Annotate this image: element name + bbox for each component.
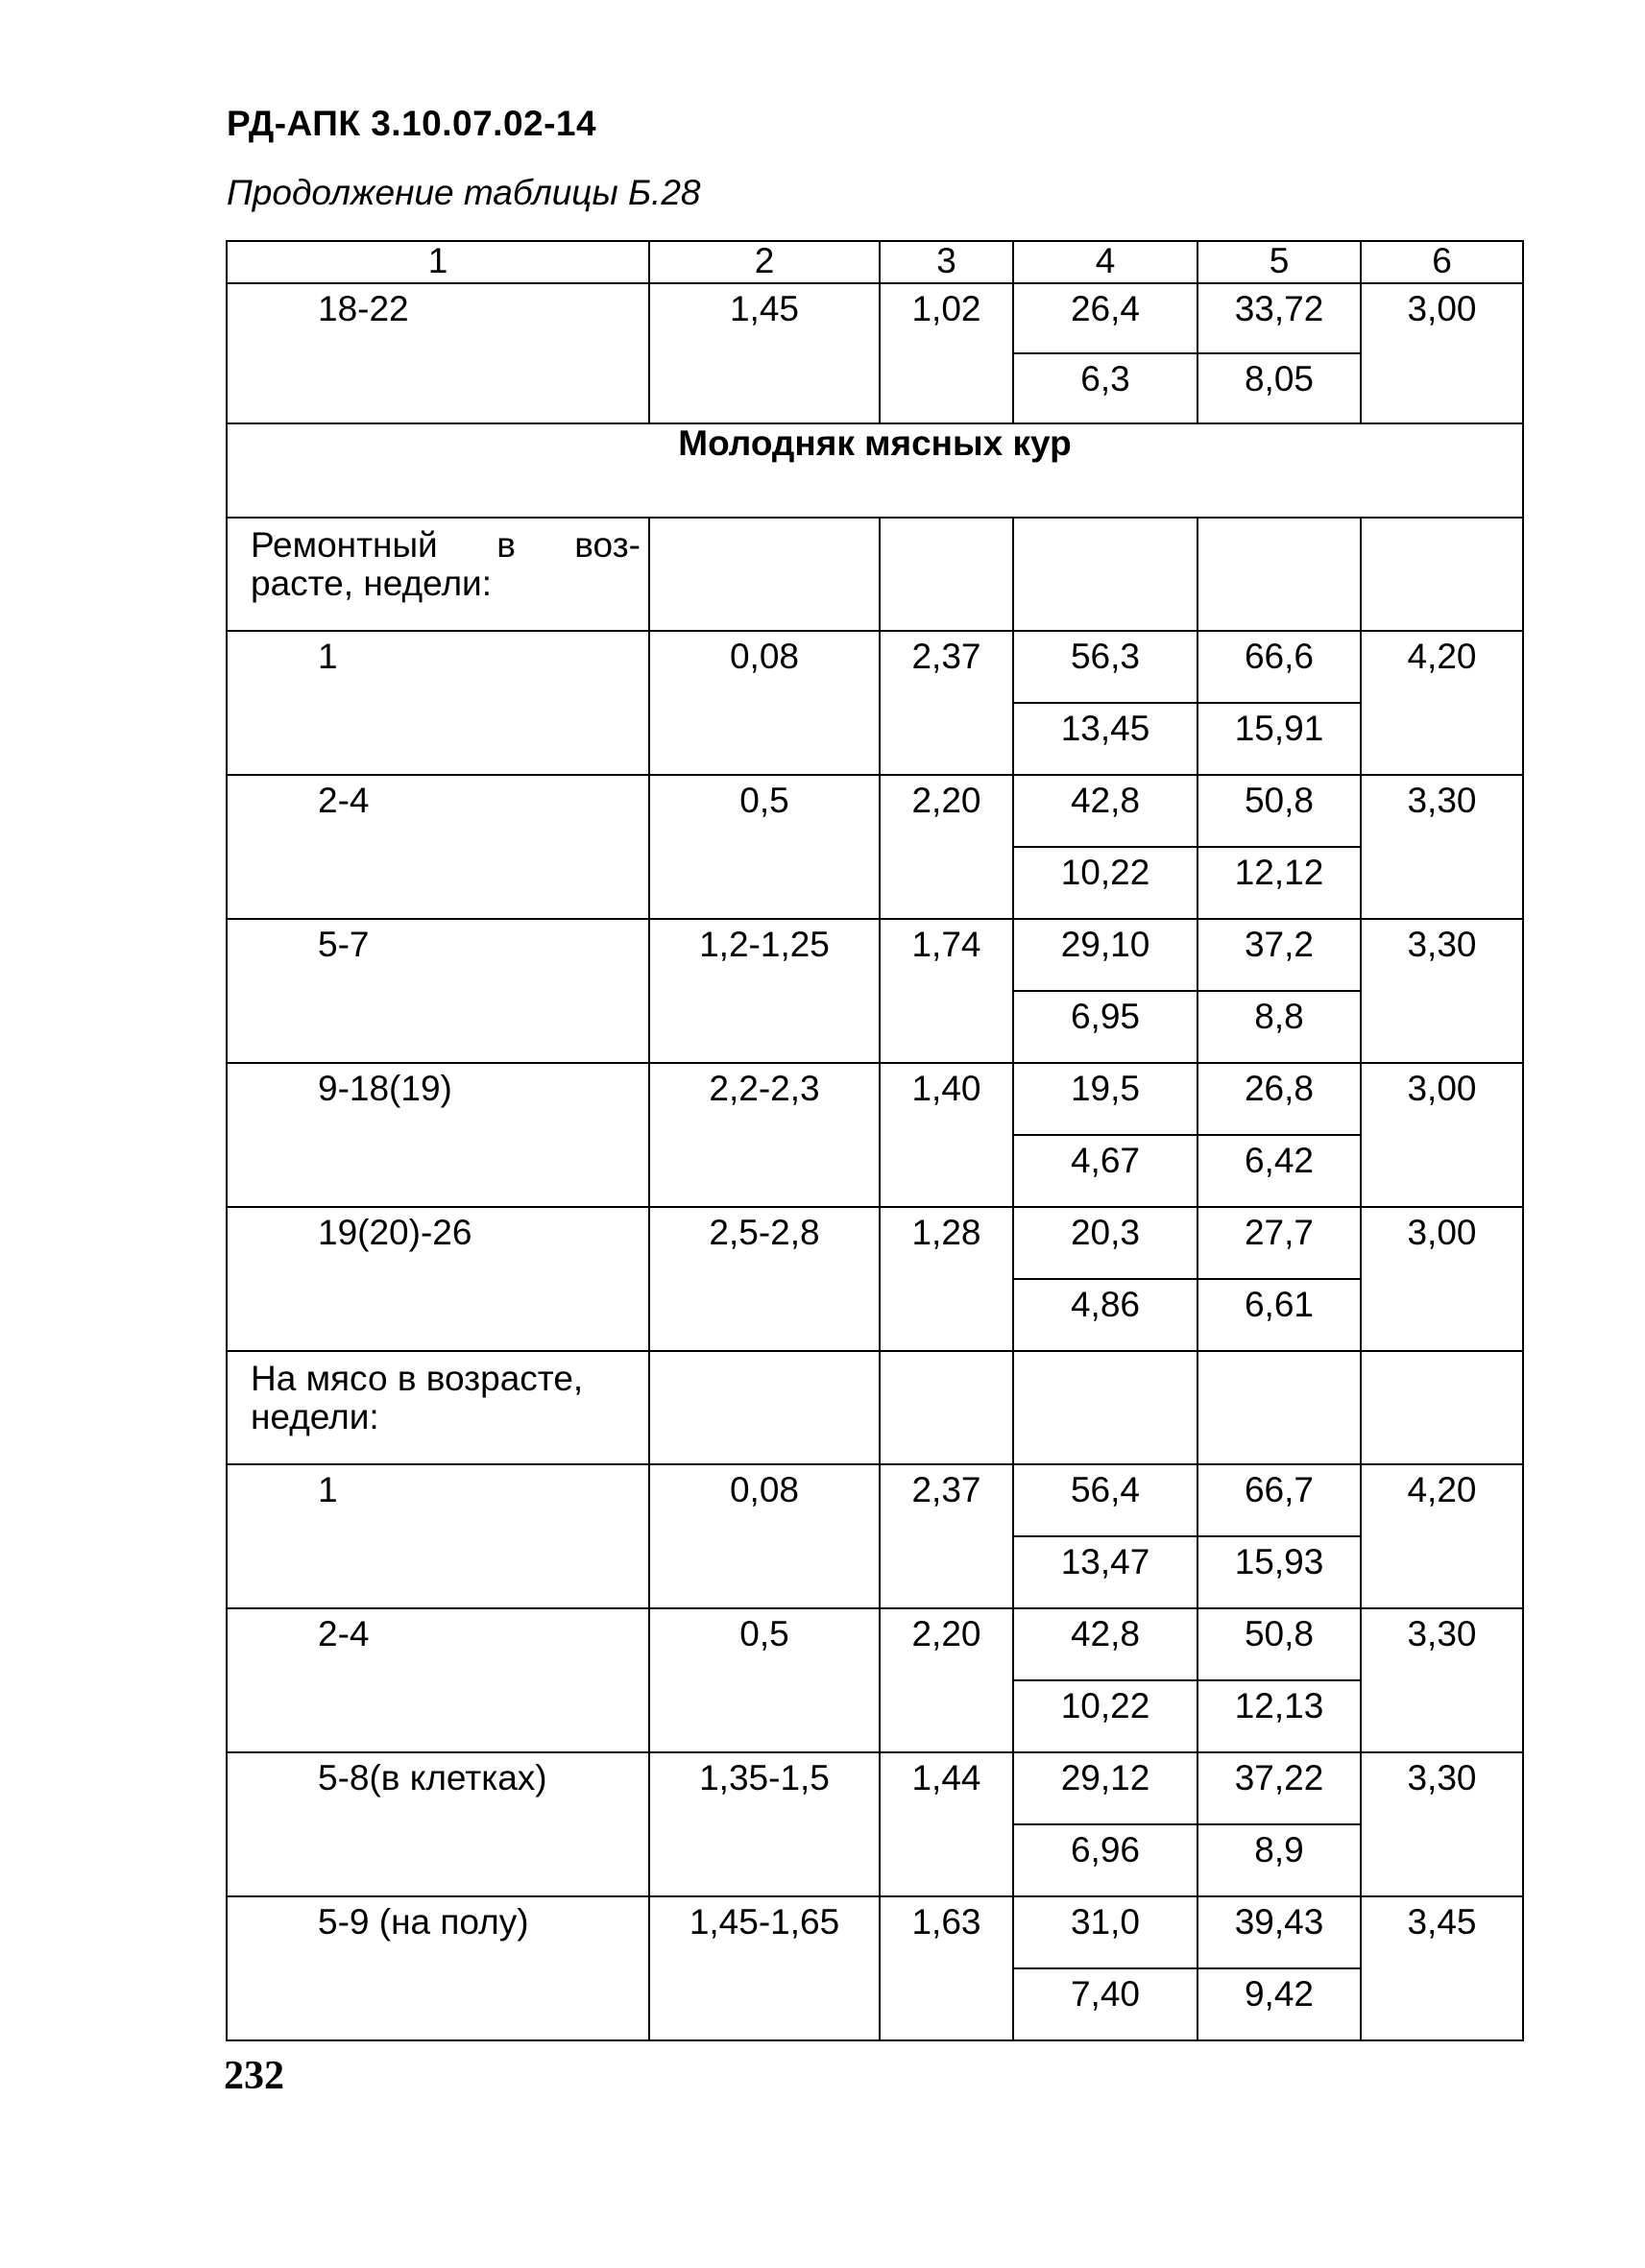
age-cell: 5-9 (на полу)	[227, 1896, 649, 2040]
age-cell: 19(20)-26	[227, 1207, 649, 1351]
value-cell-col4-bottom: 10,22	[1013, 847, 1197, 919]
age-cell: 5-8(в клетках)	[227, 1752, 649, 1896]
value-cell-col6: 3,00	[1361, 1063, 1523, 1207]
section-row	[227, 423, 1523, 518]
col-header: 6	[1361, 241, 1523, 283]
value-cell-col4-bottom: 10,22	[1013, 1680, 1197, 1752]
age-cell: 1	[227, 631, 649, 775]
value-cell-col4-top: 42,8	[1013, 775, 1197, 847]
value-cell-col4-top: 20,3	[1013, 1207, 1197, 1279]
value-cell-col6: 3,30	[1361, 919, 1523, 1063]
value-cell-col5-bottom: 15,93	[1197, 1536, 1361, 1608]
value-cell-col2: 0,5	[649, 1608, 880, 1752]
value-cell-col5-top: 33,72	[1197, 283, 1361, 353]
value-cell-col2: 1,45-1,65	[649, 1896, 880, 2040]
group-label-meat	[227, 1351, 649, 1464]
value-cell-col3: 1,63	[880, 1896, 1013, 2040]
value-cell-col2: 0,08	[649, 631, 880, 775]
table-row	[227, 1464, 1523, 1536]
group-label-line1: На мясо в возрасте,	[251, 1359, 584, 1398]
table-continuation-caption: Продолжение таблицы Б.28	[227, 173, 701, 212]
value-cell-col6: 3,30	[1361, 775, 1523, 919]
value-cell-col6: 4,20	[1361, 1464, 1523, 1608]
empty-cell	[649, 1351, 880, 1464]
col-header: 4	[1013, 241, 1197, 283]
value-cell-col2: 2,2-2,3	[649, 1063, 880, 1207]
value-cell-col4-bottom: 6,3	[1013, 353, 1197, 423]
age-cell: 18-22	[227, 283, 649, 423]
age-cell: 1	[227, 1464, 649, 1608]
value-cell-col4-top: 31,0	[1013, 1896, 1197, 1968]
label-word: воз-	[574, 525, 641, 565]
value-cell-col5-bottom: 8,9	[1197, 1824, 1361, 1896]
value-cell-col5-top: 27,7	[1197, 1207, 1361, 1279]
value-cell-col5-bottom: 8,8	[1197, 991, 1361, 1063]
value-cell-col4-top: 29,12	[1013, 1752, 1197, 1824]
page-number: 232	[224, 2054, 284, 2098]
column-number-row	[227, 241, 1523, 283]
age-cell: 2-4	[227, 775, 649, 919]
table-row	[227, 775, 1523, 847]
value-cell-col4-bottom: 13,45	[1013, 703, 1197, 775]
value-cell-col6: 3,30	[1361, 1752, 1523, 1896]
value-cell-col4-bottom: 7,40	[1013, 1968, 1197, 2040]
value-cell-col4-bottom: 13,47	[1013, 1536, 1197, 1608]
value-cell-col4-bottom: 6,95	[1013, 991, 1197, 1063]
data-table	[226, 240, 1524, 2041]
empty-cell	[1197, 518, 1361, 631]
value-cell-col4-bottom: 6,96	[1013, 1824, 1197, 1896]
value-cell-col5-bottom: 12,13	[1197, 1680, 1361, 1752]
value-cell-col5-bottom: 8,05	[1197, 353, 1361, 423]
value-cell-col3: 2,37	[880, 631, 1013, 775]
value-cell-col5-bottom: 12,12	[1197, 847, 1361, 919]
value-cell-col4-top: 19,5	[1013, 1063, 1197, 1135]
value-cell-col4-bottom: 4,86	[1013, 1279, 1197, 1351]
group-label-line2: расте, недели:	[251, 564, 492, 603]
empty-cell	[1197, 1351, 1361, 1464]
value-cell-col5-top: 66,6	[1197, 631, 1361, 703]
col-header: 5	[1197, 241, 1361, 283]
value-cell-col3: 2,20	[880, 775, 1013, 919]
value-cell-col4-bottom: 4,67	[1013, 1135, 1197, 1207]
table-row	[227, 283, 1523, 353]
table-row	[227, 1608, 1523, 1680]
value-cell-col2: 2,5-2,8	[649, 1207, 880, 1351]
group-label-row	[227, 518, 1523, 631]
value-cell-col3: 1,74	[880, 919, 1013, 1063]
value-cell-col3: 1,40	[880, 1063, 1013, 1207]
empty-cell	[1013, 1351, 1197, 1464]
value-cell-col5-bottom: 9,42	[1197, 1968, 1361, 2040]
value-cell-col3: 1,44	[880, 1752, 1013, 1896]
value-cell-col3: 1,02	[880, 283, 1013, 423]
value-cell-col6: 3,00	[1361, 1207, 1523, 1351]
table-row	[227, 1063, 1523, 1135]
table-row	[227, 1207, 1523, 1279]
group-label-line2: недели:	[251, 1397, 379, 1436]
col-header: 2	[649, 241, 880, 283]
value-cell-col5-bottom: 6,42	[1197, 1135, 1361, 1207]
value-cell-col5-bottom: 6,61	[1197, 1279, 1361, 1351]
value-cell-col2: 1,35-1,5	[649, 1752, 880, 1896]
value-cell-col3: 2,20	[880, 1608, 1013, 1752]
value-cell-col6: 3,00	[1361, 283, 1523, 423]
value-cell-col5-top: 37,22	[1197, 1752, 1361, 1824]
table-row	[227, 1896, 1523, 1968]
age-cell: 5-7	[227, 919, 649, 1063]
empty-cell	[880, 1351, 1013, 1464]
table-row	[227, 1752, 1523, 1824]
group-label-line1	[251, 526, 641, 565]
value-cell-col5-top: 37,2	[1197, 919, 1361, 991]
value-cell-col6: 4,20	[1361, 631, 1523, 775]
value-cell-col2: 1,2-1,25	[649, 919, 880, 1063]
value-cell-col4-top: 56,3	[1013, 631, 1197, 703]
value-cell-col3: 1,28	[880, 1207, 1013, 1351]
group-label-row	[227, 1351, 1523, 1464]
age-cell: 9-18(19)	[227, 1063, 649, 1207]
value-cell-col6: 3,30	[1361, 1608, 1523, 1752]
value-cell-col2: 1,45	[649, 283, 880, 423]
label-word: в	[496, 525, 516, 565]
value-cell-col5-bottom: 15,91	[1197, 703, 1361, 775]
value-cell-col3: 2,37	[880, 1464, 1013, 1608]
value-cell-col4-top: 26,4	[1013, 283, 1197, 353]
empty-cell	[649, 518, 880, 631]
value-cell-col4-top: 42,8	[1013, 1608, 1197, 1680]
value-cell-col4-top: 29,10	[1013, 919, 1197, 991]
col-header: 1	[227, 241, 649, 283]
value-cell-col5-top: 50,8	[1197, 1608, 1361, 1680]
age-cell: 2-4	[227, 1608, 649, 1752]
document-code: РД-АПК 3.10.07.02-14	[227, 104, 597, 143]
table-row	[227, 631, 1523, 703]
table-row	[227, 919, 1523, 991]
empty-cell	[1361, 1351, 1523, 1464]
value-cell-col6: 3,45	[1361, 1896, 1523, 2040]
value-cell-col5-top: 66,7	[1197, 1464, 1361, 1536]
value-cell-col2: 0,08	[649, 1464, 880, 1608]
label-word: Ремонтный	[251, 525, 438, 565]
value-cell-col5-top: 50,8	[1197, 775, 1361, 847]
value-cell-col2: 0,5	[649, 775, 880, 919]
section-title: Молодняк мясных кур	[227, 423, 1523, 518]
value-cell-col5-top: 26,8	[1197, 1063, 1361, 1135]
empty-cell	[1013, 518, 1197, 631]
col-header: 3	[880, 241, 1013, 283]
value-cell-col5-top: 39,43	[1197, 1896, 1361, 1968]
empty-cell	[880, 518, 1013, 631]
empty-cell	[1361, 518, 1523, 631]
group-label-repair	[227, 518, 649, 631]
value-cell-col4-top: 56,4	[1013, 1464, 1197, 1536]
